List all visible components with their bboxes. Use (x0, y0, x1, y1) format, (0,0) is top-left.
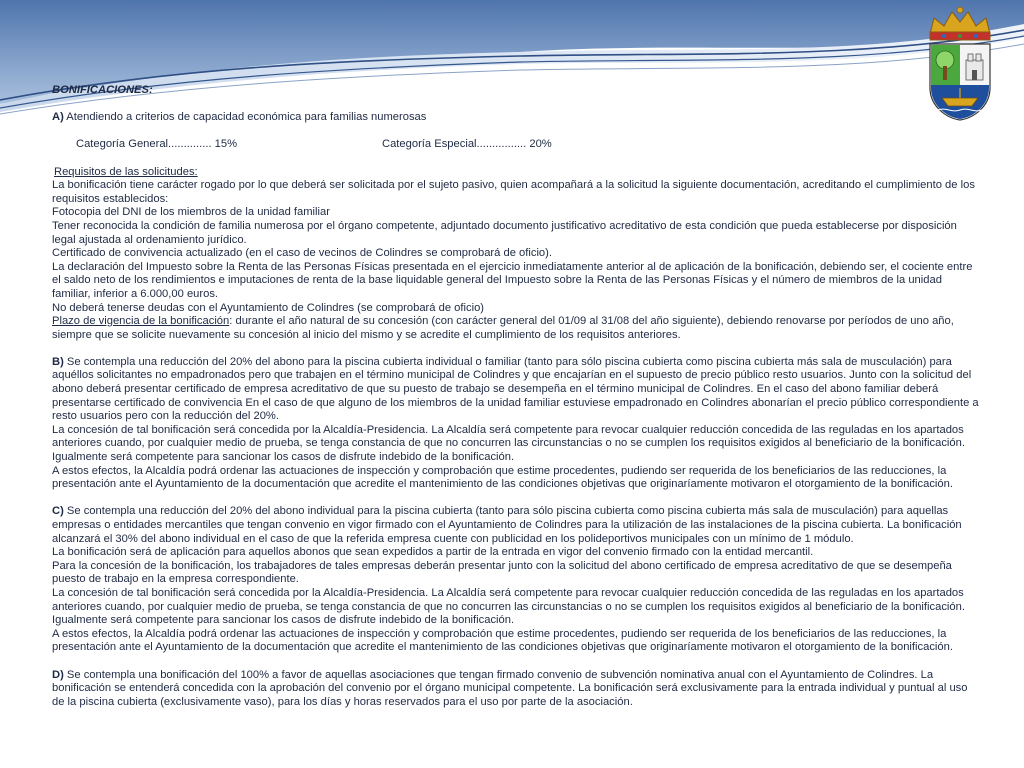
paragraph: Fotocopia del DNI de los miembros de la unidad familiar (52, 206, 330, 219)
crown-icon (930, 7, 990, 40)
section-d-first-paragraph (52, 669, 982, 710)
paragraph: Certificado de convivencia actualizado (en el caso de vecinos de Colindres se comprobará de oficio). (52, 247, 552, 260)
requisitos-heading: Requisitos de las solicitudes: (54, 165, 198, 178)
paragraph: A estos efectos, la Alcaldía podrá ordenar las actuaciones de inspección y comprobación que estime procedentes, pudiendo ser requerida de los beneficiarios de las reducciones, la presentación ante el Ayuntamiento de la documentación que acredite el mantenimiento de las condiciones objetivas que originaríamente motivaron el otorgamiento de la bonificación. (52, 464, 953, 491)
section-c-first-paragraph (52, 505, 982, 546)
paragraph: Tener reconocida la condición de familia numerosa por el órgano competente, adjuntado documento justificativo acreditativo de esta condición que pueda establecerse por disposición legal ajustada al ordenamiento jurídico. (52, 219, 957, 246)
document-body (52, 84, 982, 709)
category-line (52, 138, 982, 152)
paragraph: Para la concesión de la bonificación, los trabajadores de tales empresas deberán presentar junto con la solicitud del abono certificado de empresa acreditativo de que se desempeña puesto de trabajo en la empresa correspondiente. (52, 559, 952, 586)
plazo-text: : durante el año natural de su concesión (con carácter general del 01/09 al 31/08 del año siguiente), debiendo renovarse por períodos de uno año, siempre que se solicite nuevamente su concesión al inicio del mismo y se acredite el cumplimiento de los requisitos anteriores. (52, 315, 954, 341)
paragraph: A estos efectos, la Alcaldía podrá ordenar las actuaciones de inspección y comprobación que estime procedentes, pudiendo ser requerida de los beneficiarios de las reducciones, la presentación ante el Ayuntamiento de la documentación que acredite el mantenimiento de las condiciones objetivas que originaríamente motivaron el otorgamiento de la bonificación. (52, 627, 953, 654)
section-a-intro-text: Atendiendo a criterios de capacidad económica para familias numerosas (63, 111, 427, 124)
paragraph: La bonificación será de aplicación para aquellos abonos que sean expedidos a partir de la entrada en vigor del convenio firmado con la entidad mercantil. (52, 546, 814, 559)
section-c-letter: C) (52, 505, 64, 518)
paragraph: La concesión de tal bonificación será concedida por la Alcaldía-Presidencia. La Alcaldía será competente para revocar cualquier reducción concedida de las reguladas en los apartados anteriores cuando, por cualquier medio de prueba, se tenga constancia de que no concurren las circunstancias o no se cumplen los requisitos exigidos al beneficiario de la bonificación. (52, 423, 965, 450)
paragraph-text: Se contempla una reducción del 20% del abono para la piscina cubierta individual o familiar (tanto para sólo piscina cubierta como piscina cubierta más sala de musculación) para aquéllos solicitantes no empadronados pero que trabajen en el término municipal de Colindres y que encajarían en el supuesto de precio público resto usuarios. Junto con la solicitud del abono deberá presentar certificado de empresa acreditativo de que su puesto de trabajo se desempeña en el término municipal de Colindres. En el caso del abono familiar deberá presentarse certificado de convivencia En el caso de que alguno de los miembros de la unidad familiar estuviese empadronado en Colindres abonarían el precio público correspondiente a resto usuarios pero con la reducción del 20%. (52, 355, 979, 423)
categoria-especial: Categoría Especial................ 20% (382, 138, 552, 151)
paragraph: La declaración del Impuesto sobre la Renta de las Personas Físicas presentada en el ejercicio inmediatamente anterior al de aplicación de la bonificación, debiendo ser, el cociente entre el saldo neto de los rendimientos e imputaciones de renta de la base liquidable general del Impuesto sobre la Renta de las Personas Físicas y el número de miembros de la unidad familiar, inferior a 6.000,00 euros. (52, 260, 973, 300)
section-a-intro (52, 111, 982, 125)
section-d-letter: D) (52, 668, 64, 681)
section-b-letter: B) (52, 355, 64, 368)
paragraph: Igualmente será competente para sancionar los casos de disfrute indebido de la bonificación. (52, 451, 515, 464)
plazo-paragraph (52, 315, 982, 342)
paragraph-text: Se contempla una bonificación del 100% a favor de aquellas asociaciones que tengan firmado convenio de subvención nominativa anual con el Ayuntamiento de Colindres. La bonificación se entenderá concedida con la aprobación del convenio por el órgano municipal competente. La bonificación será exclusivamente para la entrada individual y puntual al uso de la piscina cubierta (exclusivamente vaso), para los días y horas reservados para el uso por parte de la asociación. (52, 668, 968, 708)
categoria-general: Categoría General.............. 15% (76, 138, 238, 151)
document-title: BONIFICACIONES: (52, 84, 153, 96)
section-a-letter: A) (52, 111, 64, 124)
paragraph: La concesión de tal bonificación será concedida por la Alcaldía-Presidencia. La Alcaldía será competente para revocar cualquier reducción concedida de las reguladas en los apartados anteriores cuando, por cualquier medio de prueba, se tenga constancia de que no concurren las circunstancias o no se cumplen los requisitos exigidos al beneficiario de la bonificación. (52, 586, 965, 613)
paragraph: La bonificación tiene carácter rogado por lo que deberá ser solicitada por el sujeto pasivo, quien acompañará a la solicitud la siguiente documentación, acreditando el cumplimiento de los requisitos establecidos: (52, 179, 975, 205)
paragraph: Igualmente será competente para sancionar los casos de disfrute indebido de la bonificación. (52, 614, 515, 627)
paragraph-text: Se contempla una reducción del 20% del abono individual para la piscina cubierta (tanto para sólo piscina cubierta como piscina cubierta más sala de musculación) para aquellas empresas o entidades mercantiles que tengan convenio en vigor firmado con el Ayuntamiento de Colindres para la utilización de las instalaciones de la piscina cubierta. La bonificación alcanzará el 30% del abono individual en el caso de que la referida empresa cuente con publicidad en los polideportivos municipales con un mínimo de 1 módulo. (52, 505, 962, 545)
plazo-label: Plazo de vigencia de la bonificación (52, 315, 230, 328)
paragraph: No deberá tenerse deudas con el Ayuntamiento de Colindres (se comprobará de oficio) (52, 301, 485, 314)
section-b-first-paragraph (52, 356, 982, 424)
